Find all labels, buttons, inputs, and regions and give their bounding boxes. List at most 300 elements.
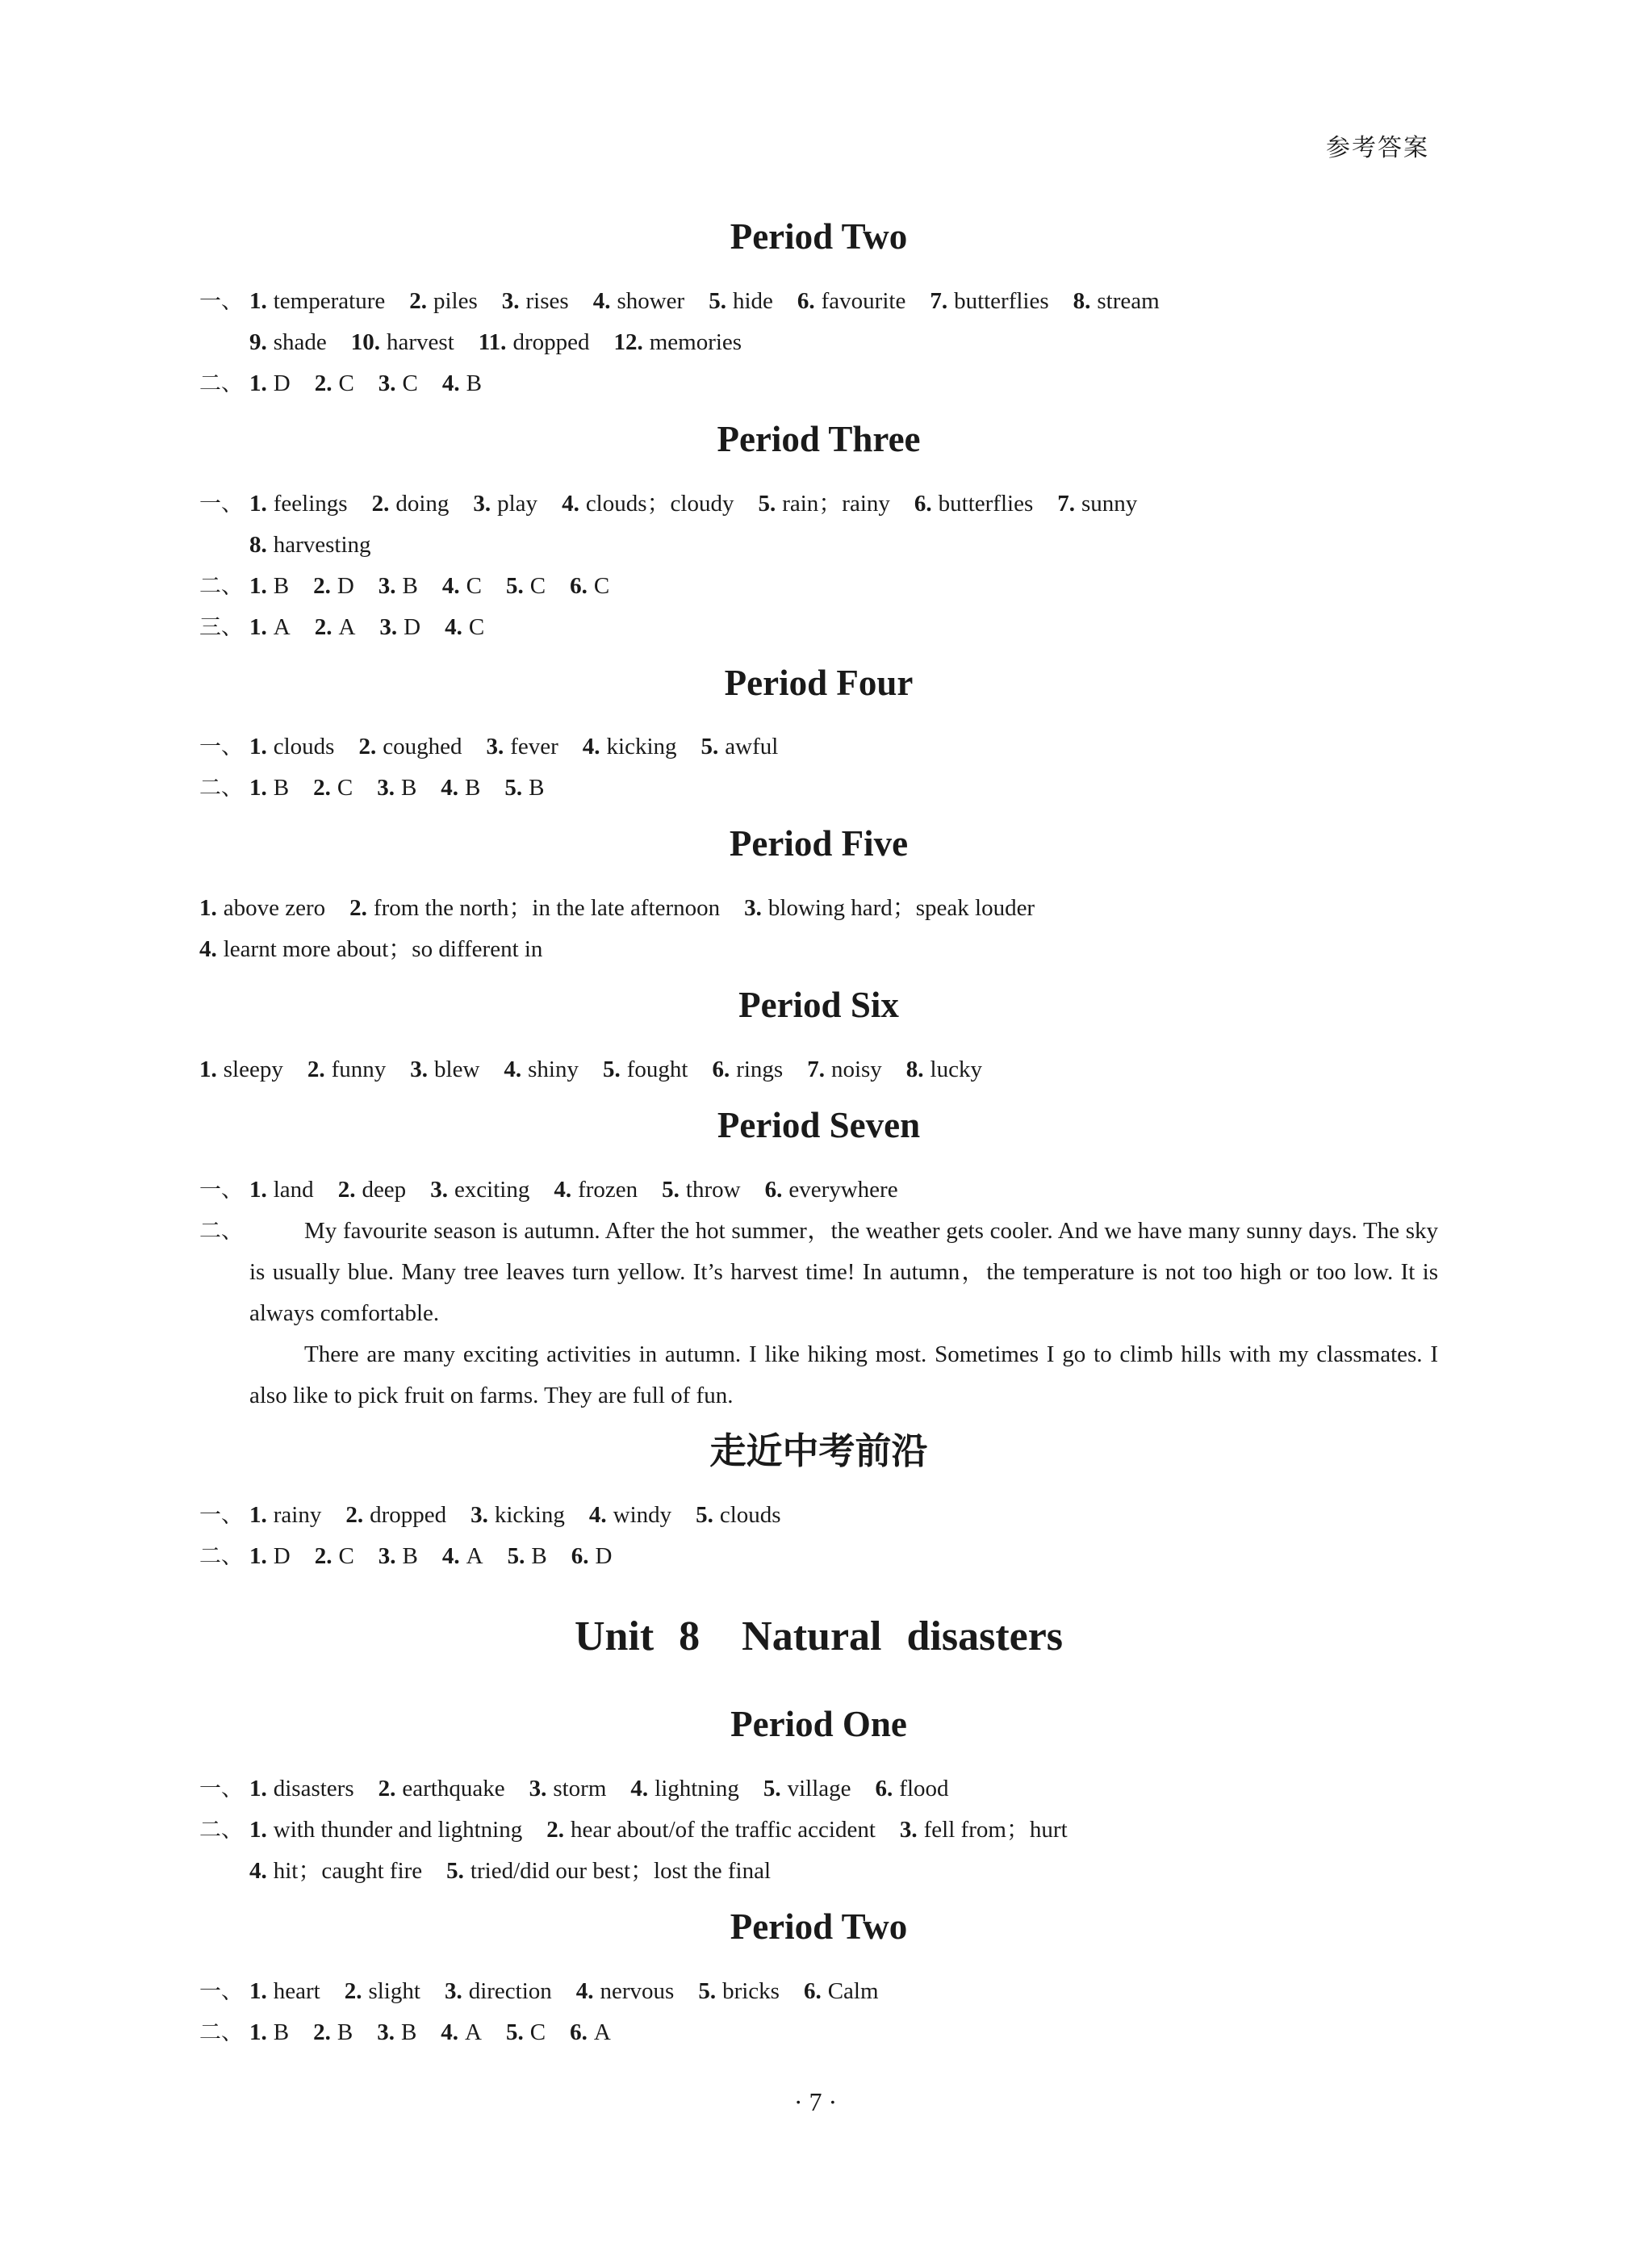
answer-number: 3.	[501, 287, 520, 314]
answer-number: 10.	[350, 328, 381, 355]
answer-text: hit；caught fire	[273, 1858, 423, 1884]
answer-text: harvesting	[273, 531, 371, 558]
answer-text: slight	[368, 1977, 420, 2004]
answer-item	[473, 491, 537, 517]
answer-item	[744, 895, 1035, 921]
answer-text: nervous	[600, 1977, 675, 2004]
answer-item	[570, 2019, 611, 2045]
answer-number: 4.	[504, 1056, 522, 1082]
answer-text: B	[400, 2019, 417, 2045]
answer-text: C	[529, 2019, 546, 2045]
answer-item	[199, 895, 325, 921]
answer-number: 1.	[199, 895, 217, 921]
answer-item	[313, 573, 354, 599]
answer-item	[379, 614, 420, 640]
question-group-label: 三、	[199, 614, 243, 640]
answer-item	[249, 1177, 314, 1203]
answer-row	[199, 929, 1438, 970]
answer-number: 6.	[712, 1056, 730, 1082]
answer-text: blew	[434, 1056, 480, 1082]
answer-item	[410, 1057, 479, 1082]
answer-number: 2.	[409, 287, 427, 314]
answer-number: 9.	[249, 328, 267, 355]
section-title: Period One	[730, 1704, 907, 1745]
section-title: Period Six	[738, 985, 899, 1025]
answer-number: 6.	[875, 1776, 893, 1801]
answer-number: 4.	[441, 1543, 460, 1570]
answer-text: B	[273, 572, 290, 599]
answer-text: rain；rainy	[782, 490, 890, 517]
answer-item	[470, 1502, 565, 1528]
answer-item	[504, 1057, 579, 1082]
answer-item	[378, 370, 418, 396]
answer-text: play	[497, 490, 538, 517]
answer-number: 2.	[313, 572, 331, 599]
answer-number: 3.	[378, 1543, 396, 1570]
answer-number: 2.	[313, 2019, 331, 2045]
answer-item	[249, 1776, 354, 1801]
answer-text: butterflies	[938, 490, 1034, 517]
section-title: Period Four	[724, 662, 914, 703]
answer-number: 5.	[662, 1176, 680, 1203]
answer-row	[199, 1049, 1438, 1090]
answer-item	[562, 491, 734, 517]
answer-item	[441, 775, 480, 801]
section-title: 走近中考前沿	[709, 1430, 928, 1471]
answer-number: 3.	[473, 490, 491, 517]
answer-text: B	[337, 2019, 353, 2045]
answer-text: village	[787, 1776, 851, 1801]
answer-item	[701, 734, 779, 759]
answer-text: direction	[468, 1977, 552, 2004]
answer-item	[199, 1057, 283, 1082]
answer-text: B	[273, 775, 290, 801]
answer-text: D	[273, 370, 291, 396]
answer-item	[345, 1978, 420, 2004]
answer-text: A	[593, 2019, 611, 2045]
answer-text: sleepy	[223, 1056, 283, 1082]
answer-row	[199, 483, 1438, 525]
answer-item	[378, 1543, 418, 1569]
answer-item	[351, 329, 454, 355]
answer-number: 4.	[588, 1502, 607, 1529]
answer-text: funny	[331, 1056, 387, 1082]
answer-number: 7.	[807, 1056, 825, 1082]
answer-text: tried/did our best；lost the final	[470, 1858, 772, 1884]
answer-text: fell from；hurt	[923, 1817, 1068, 1843]
answer-text: heart	[273, 1977, 320, 2004]
answer-text: Calm	[827, 1977, 879, 2004]
answer-number: 2.	[314, 613, 332, 640]
answer-row	[199, 1495, 1438, 1536]
answer-text: kicking	[606, 734, 677, 760]
answer-number: 6.	[764, 1176, 783, 1203]
answer-number: 2.	[371, 490, 390, 517]
answer-number: 2.	[314, 1543, 332, 1570]
answer-text: B	[465, 775, 481, 801]
answer-item	[930, 288, 1048, 314]
answer-item	[900, 1817, 1068, 1843]
unit-title: Unit 8 Natural disasters	[574, 1613, 1064, 1660]
answer-number: 1.	[249, 613, 267, 640]
answer-number: 4.	[445, 613, 462, 640]
answer-number: 7.	[1057, 490, 1075, 517]
answer-item	[430, 1177, 529, 1203]
answer-item	[479, 329, 590, 355]
answer-item	[613, 329, 742, 355]
answer-number: 3.	[377, 775, 395, 801]
answer-text: favourite	[821, 287, 906, 314]
answer-text: clouds	[273, 734, 335, 760]
answer-item	[506, 2019, 546, 2045]
answer-number: 2.	[313, 775, 331, 801]
answer-item	[307, 1057, 386, 1082]
answer-item	[441, 2019, 482, 2045]
question-group-label: 一、	[199, 1978, 243, 2004]
answer-row	[199, 1851, 1438, 1892]
answer-number: 5.	[602, 1056, 621, 1082]
answer-number: 3.	[430, 1176, 448, 1203]
answer-item	[504, 775, 544, 801]
answer-text: bricks	[722, 1977, 780, 2004]
answer-item	[199, 936, 542, 962]
answer-text: awful	[725, 734, 779, 760]
answer-item	[445, 1978, 552, 2004]
page-number: · 7 ·	[793, 2087, 838, 2116]
answer-number: 1.	[199, 1056, 217, 1082]
answer-number: 1.	[249, 572, 267, 599]
answer-item	[914, 491, 1033, 517]
answer-row	[199, 888, 1438, 929]
answer-item	[442, 370, 482, 396]
answer-number: 6.	[570, 572, 588, 599]
question-group-label: 一、	[199, 491, 243, 517]
answer-number: 5.	[763, 1776, 781, 1801]
answer-text: C	[529, 572, 546, 599]
answer-number: 1.	[249, 1977, 267, 2004]
answer-text: memories	[649, 328, 742, 355]
answer-number: 5.	[505, 2019, 524, 2045]
answer-item	[249, 1817, 522, 1843]
answer-text: everywhere	[788, 1176, 898, 1203]
answer-number: 4.	[582, 734, 600, 760]
answer-item	[804, 1978, 879, 2004]
answer-text: lucky	[930, 1056, 982, 1082]
answer-text: rings	[736, 1056, 784, 1082]
answer-number: 3.	[377, 2019, 395, 2045]
answer-item	[696, 1502, 780, 1528]
section-title: Period Five	[729, 823, 909, 864]
answer-text: land	[273, 1176, 314, 1203]
answer-text: B	[531, 1543, 547, 1570]
essay-paragraph: My favourite season is autumn. After the hot summer，the weather gets cooler. And we have many sunny days. The sky is usually blue. Many tree leaves turn yellow. It’s harvest time! In autumn，the temperature is not too high or too low. It is always comfortable.	[249, 1217, 1438, 1326]
answer-item	[807, 1057, 882, 1082]
answer-item	[442, 1543, 483, 1569]
answer-text: throw	[685, 1176, 741, 1203]
answer-number: 3.	[444, 1977, 462, 2004]
answer-text: B	[400, 775, 417, 801]
answer-text: piles	[433, 287, 478, 314]
answer-text: C	[466, 572, 482, 599]
answer-item	[797, 288, 905, 314]
answer-text: B	[466, 370, 482, 396]
answer-item	[445, 614, 484, 640]
answer-row	[199, 1170, 1438, 1211]
answer-item	[315, 370, 354, 396]
answer-text: disasters	[273, 1776, 354, 1801]
answer-text: exciting	[454, 1176, 530, 1203]
answer-item	[662, 1177, 740, 1203]
answer-text: B	[529, 775, 545, 801]
answer-item	[446, 1858, 771, 1884]
answer-text: earthquake	[402, 1776, 505, 1801]
answer-number: 5.	[698, 1977, 717, 2004]
question-group-label: 二、	[199, 573, 243, 599]
answer-number: 5.	[758, 490, 776, 517]
answer-text: shower	[617, 287, 685, 314]
answer-number: 2.	[349, 895, 367, 921]
answer-item	[345, 1502, 446, 1528]
essay-answer	[199, 1211, 1438, 1416]
answer-text: from the north；in the late afternoon	[373, 895, 721, 921]
answer-item	[315, 1543, 354, 1569]
question-group-label: 一、	[199, 734, 243, 760]
answer-number: 5.	[709, 287, 726, 314]
answer-number: 5.	[700, 734, 719, 760]
answer-item	[1073, 288, 1160, 314]
answer-text: learnt more about；so different in	[223, 936, 543, 962]
answer-item	[249, 532, 371, 558]
answer-item	[486, 734, 558, 759]
answer-number: 1.	[249, 1502, 267, 1529]
answer-number: 5.	[507, 1543, 525, 1570]
answer-number: 3.	[529, 1776, 547, 1801]
answer-text: storm	[553, 1776, 607, 1801]
answer-item	[249, 1543, 291, 1569]
answer-number: 1.	[249, 490, 267, 517]
answer-item	[589, 1502, 671, 1528]
answer-text: stream	[1097, 287, 1160, 314]
answer-text: shiny	[528, 1056, 579, 1082]
answer-row	[199, 1536, 1438, 1577]
answer-item	[249, 329, 327, 355]
answer-number: 3.	[379, 613, 398, 640]
answer-text: hide	[732, 287, 773, 314]
answer-text: A	[338, 613, 356, 640]
answer-number: 1.	[249, 734, 267, 760]
answer-number: 4.	[592, 287, 611, 314]
answer-item	[506, 573, 546, 599]
answer-item	[603, 1057, 688, 1082]
answer-text: A	[273, 613, 291, 640]
answer-number: 4.	[441, 572, 460, 599]
answer-text: rises	[525, 287, 569, 314]
answer-text: butterflies	[954, 287, 1049, 314]
answer-number: 4.	[562, 490, 579, 517]
answer-number: 3.	[899, 1817, 918, 1843]
answer-number: 1.	[249, 1776, 267, 1801]
answer-item	[377, 2019, 416, 2045]
answer-text: D	[404, 613, 421, 640]
question-group-label: 二、	[199, 1218, 243, 1244]
answer-row	[199, 2012, 1438, 2053]
answer-item	[529, 1776, 607, 1801]
answer-text: flood	[899, 1776, 949, 1801]
answer-number: 6.	[797, 287, 815, 314]
answer-content	[199, 202, 1438, 2053]
answer-item	[554, 1177, 638, 1203]
question-group-label: 一、	[199, 1177, 243, 1203]
answer-item	[1057, 491, 1137, 517]
answer-text: D	[337, 572, 354, 599]
answer-row	[199, 1810, 1438, 1851]
answer-item	[442, 573, 482, 599]
section-title: Period Seven	[717, 1104, 921, 1145]
answer-item	[576, 1978, 675, 2004]
answer-item	[249, 288, 385, 314]
answer-item	[765, 1177, 898, 1203]
answer-item	[583, 734, 677, 759]
answer-item	[378, 1776, 505, 1801]
answer-number: 3.	[410, 1056, 429, 1082]
answer-row	[199, 525, 1438, 566]
answer-item	[712, 1057, 783, 1082]
answer-text: D	[595, 1543, 613, 1570]
answer-item	[249, 2019, 289, 2045]
answer-number: 2.	[307, 1056, 325, 1082]
answer-number: 4.	[554, 1176, 572, 1203]
answer-text: fever	[510, 734, 558, 760]
answer-item	[709, 288, 773, 314]
answer-item	[249, 573, 289, 599]
answer-item	[546, 1817, 876, 1843]
answer-number: 2.	[314, 370, 332, 396]
answer-text: A	[466, 1543, 483, 1570]
answer-item	[358, 734, 462, 759]
section-title: Period Two	[730, 216, 908, 257]
answer-text: frozen	[578, 1176, 638, 1203]
answer-number: 5.	[504, 775, 523, 801]
answer-number: 3.	[378, 572, 396, 599]
answer-row	[199, 726, 1438, 768]
answer-text: rainy	[273, 1502, 322, 1529]
answer-number: 5.	[696, 1502, 713, 1529]
answer-text: deep	[362, 1176, 407, 1203]
answer-item	[758, 491, 889, 517]
answer-number: 5.	[505, 572, 524, 599]
answer-number: 6.	[571, 1543, 589, 1570]
answer-number: 3.	[378, 370, 396, 396]
answer-text: C	[337, 775, 353, 801]
answer-number: 2.	[337, 1176, 356, 1203]
answer-number: 4.	[441, 370, 460, 396]
answer-item	[249, 491, 348, 517]
answer-number: 3.	[744, 895, 762, 921]
answer-text: dropped	[370, 1502, 447, 1529]
answer-number: 12.	[613, 328, 643, 355]
answer-item	[338, 1177, 407, 1203]
answer-number: 8.	[905, 1056, 924, 1082]
answer-text: blowing hard；speak louder	[767, 895, 1035, 921]
answer-text: with thunder and lightning	[273, 1817, 523, 1843]
answer-text: windy	[613, 1502, 672, 1529]
answer-text: clouds；cloudy	[585, 490, 734, 517]
answer-row	[199, 1971, 1438, 2012]
answer-row	[199, 607, 1438, 648]
answer-number: 2.	[546, 1817, 564, 1843]
answer-text: harvest	[387, 328, 454, 355]
answer-text: C	[338, 370, 354, 396]
answer-item	[630, 1776, 738, 1801]
answer-text: C	[402, 370, 418, 396]
answer-item	[249, 734, 334, 759]
answer-item	[906, 1057, 982, 1082]
answer-number: 4.	[199, 936, 217, 962]
answer-item	[249, 1502, 321, 1528]
answer-number: 2.	[345, 1502, 364, 1529]
answer-text: doing	[395, 490, 450, 517]
answer-text: B	[402, 1543, 418, 1570]
answer-row	[199, 322, 1438, 363]
answer-text: C	[593, 572, 610, 599]
answer-number: 7.	[930, 287, 948, 314]
answer-item	[313, 775, 353, 801]
answer-number: 1.	[249, 370, 267, 396]
question-group-label: 一、	[199, 1503, 243, 1529]
question-group-label: 二、	[199, 370, 243, 396]
answer-number: 2.	[378, 1776, 396, 1801]
answer-number: 4.	[441, 2019, 459, 2045]
answer-item	[763, 1776, 851, 1801]
answer-number: 6.	[914, 490, 932, 517]
question-group-label: 一、	[199, 288, 243, 314]
answer-text: feelings	[273, 490, 348, 517]
question-group-label: 二、	[199, 1818, 243, 1843]
answer-text: temperature	[273, 287, 386, 314]
question-group-label: 二、	[199, 2019, 243, 2045]
section-title: Period Three	[717, 418, 921, 459]
answer-number: 1.	[249, 287, 267, 314]
answer-text: above zero	[223, 895, 326, 921]
answer-number: 6.	[803, 1977, 822, 2004]
answer-row	[199, 281, 1438, 322]
answer-item	[502, 288, 569, 314]
answer-item	[315, 614, 356, 640]
answer-text: sunny	[1081, 490, 1138, 517]
answer-number: 1.	[249, 775, 267, 801]
question-group-label: 二、	[199, 776, 243, 801]
answer-row	[199, 363, 1438, 404]
answer-row	[199, 1768, 1438, 1810]
answer-number: 8.	[1073, 287, 1091, 314]
answer-text: coughed	[383, 734, 462, 760]
answer-number: 2.	[358, 734, 377, 760]
answer-number: 2.	[344, 1977, 362, 2004]
answer-number: 1.	[249, 1176, 267, 1203]
answer-text: D	[273, 1543, 291, 1570]
answer-item	[249, 1858, 422, 1884]
answer-item	[876, 1776, 949, 1801]
answer-item	[698, 1978, 780, 2004]
answer-item	[249, 614, 291, 640]
answer-number: 1.	[249, 1543, 267, 1570]
question-group-label: 二、	[199, 1544, 243, 1570]
answer-item	[313, 2019, 353, 2045]
answer-number: 11.	[478, 328, 507, 355]
answer-item	[372, 491, 450, 517]
answer-text: B	[273, 2019, 290, 2045]
answer-number: 4.	[575, 1977, 594, 2004]
